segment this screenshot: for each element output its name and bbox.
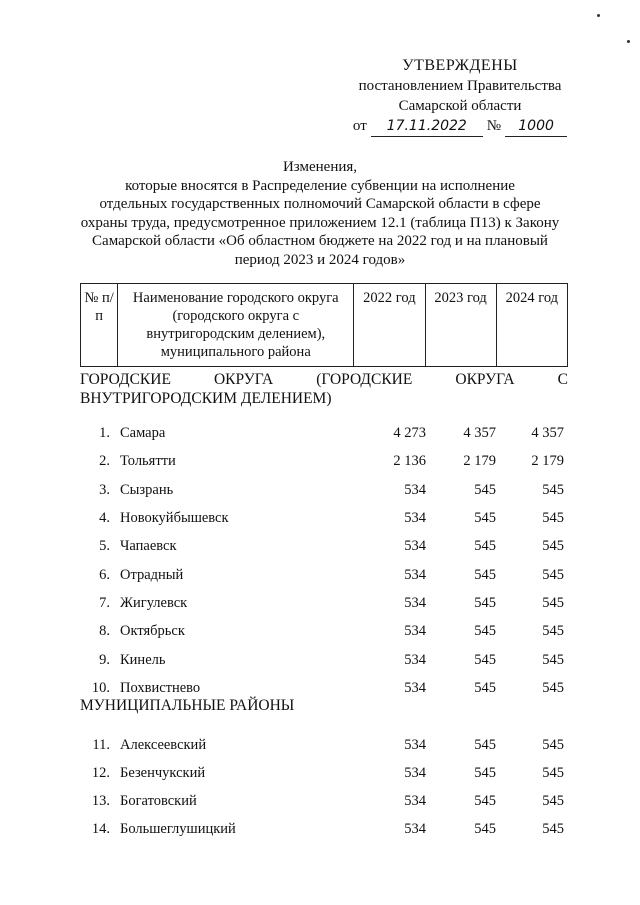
district-name: Сызрань: [120, 482, 174, 498]
value-2024: 545: [542, 538, 564, 554]
district-name: Новокуйбышевск: [120, 510, 229, 526]
header-2022: 2022 год: [354, 284, 425, 367]
value-2023: 4 357: [463, 425, 496, 441]
value-2023: 545: [474, 680, 496, 696]
value-2023: 2 179: [463, 453, 496, 469]
value-2022: 534: [404, 737, 426, 753]
value-2022: 534: [404, 538, 426, 554]
section-municipal-districts: МУНИЦИПАЛЬНЫЕ РАЙОНЫ: [80, 697, 295, 714]
district-name: Октябрьск: [120, 623, 185, 639]
value-2024: 545: [542, 765, 564, 781]
value-2022: 534: [404, 595, 426, 611]
value-2022: 534: [404, 765, 426, 781]
row-number: 5.: [99, 538, 110, 554]
value-2023: 545: [474, 652, 496, 668]
value-2023: 545: [474, 765, 496, 781]
value-2023: 545: [474, 510, 496, 526]
header-2024: 2024 год: [496, 284, 567, 367]
value-2023: 545: [474, 737, 496, 753]
handwritten-number: 1000: [505, 116, 567, 137]
header-num: № п/п: [81, 284, 118, 367]
row-number: 10.: [91, 680, 110, 696]
district-name: Тольятти: [120, 453, 176, 469]
value-2023: 545: [474, 623, 496, 639]
table-row: [80, 735, 568, 755]
scan-speck: [627, 40, 630, 43]
table-row: [80, 480, 568, 500]
value-2024: 545: [542, 680, 564, 696]
value-2023: 545: [474, 538, 496, 554]
heading-line-2: которые вносятся в Распределение субвенции на исполнение: [125, 177, 515, 194]
table-row: [80, 650, 568, 670]
heading-line-4: охраны труда, предусмотренное приложением 12.1 (таблица П13) к Закону: [80, 214, 560, 231]
header-name: Наименование городского округа (городского округа с внутригородским делением), муниципального района: [118, 284, 354, 367]
table-row: [80, 819, 568, 839]
approval-line-1: постановлением Правительства: [358, 78, 562, 94]
table-row: [80, 423, 568, 443]
date-prefix: от: [352, 118, 367, 134]
value-2022: 2 136: [393, 453, 426, 469]
row-number: 13.: [91, 793, 110, 809]
value-2024: 545: [542, 652, 564, 668]
value-2023: 545: [474, 821, 496, 837]
row-number: 2.: [99, 453, 110, 469]
value-2022: 534: [404, 567, 426, 583]
district-name: Чапаевск: [120, 538, 177, 554]
value-2024: 545: [542, 510, 564, 526]
value-2024: 545: [542, 623, 564, 639]
row-number: 7.: [99, 595, 110, 611]
row-number: 12.: [91, 765, 110, 781]
value-2024: 545: [542, 482, 564, 498]
value-2023: 545: [474, 595, 496, 611]
row-number: 14.: [91, 821, 110, 837]
table-row: [80, 451, 568, 471]
heading-line-6: период 2023 и 2024 годов»: [234, 251, 406, 268]
district-name: Алексеевский: [120, 737, 207, 753]
number-prefix: №: [486, 118, 502, 134]
scan-speck: [597, 14, 600, 17]
value-2022: 534: [404, 652, 426, 668]
row-number: 4.: [99, 510, 110, 526]
value-2022: 534: [404, 680, 426, 696]
heading-line-3: отдельных государственных полномочий Самарской области в сфере: [99, 196, 541, 212]
handwritten-date: 17.11.2022: [371, 116, 483, 137]
value-2022: 534: [404, 623, 426, 639]
value-2022: 4 273: [393, 425, 426, 441]
district-name: Похвистнево: [120, 680, 201, 696]
table-row: [80, 763, 568, 783]
heading-line-5: Самарской области «Об областном бюджете на 2022 год и на плановый: [92, 233, 548, 249]
value-2024: 545: [542, 737, 564, 753]
row-number: 1.: [99, 425, 110, 441]
table-row: [80, 508, 568, 528]
value-2024: 545: [542, 595, 564, 611]
approval-stamp: [340, 56, 580, 137]
section-urban-line-2: ВНУТРИГОРОДСКИМ ДЕЛЕНИЕМ): [80, 390, 332, 407]
row-number: 8.: [99, 623, 110, 639]
value-2024: 545: [542, 793, 564, 809]
value-2022: 534: [404, 482, 426, 498]
section-urban-districts: [80, 370, 568, 408]
table-header: [80, 283, 568, 367]
row-number: 6.: [99, 567, 110, 583]
section-urban-line-1: ГОРОДСКИЕ ОКРУГА (ГОРОДСКИЕ ОКРУГА С: [80, 371, 568, 388]
row-number: 11.: [92, 737, 110, 753]
value-2023: 545: [474, 567, 496, 583]
value-2022: 534: [404, 821, 426, 837]
value-2024: 2 179: [531, 453, 564, 469]
value-2024: 4 357: [531, 425, 564, 441]
header-2023: 2023 год: [425, 284, 496, 367]
table-row: [80, 678, 568, 698]
value-2022: 534: [404, 793, 426, 809]
value-2024: 545: [542, 567, 564, 583]
value-2022: 534: [404, 510, 426, 526]
document-heading: [80, 158, 560, 269]
heading-line-1: Изменения,: [282, 159, 358, 175]
value-2023: 545: [474, 482, 496, 498]
district-name: Самара: [120, 425, 166, 441]
district-name: Большеглушицкий: [120, 821, 236, 837]
table-row: [80, 621, 568, 641]
approval-line-2: Самарской области: [398, 98, 522, 114]
row-number: 3.: [99, 482, 110, 498]
district-name: Жигулевск: [120, 595, 188, 611]
table-row: [80, 791, 568, 811]
table-row: [80, 593, 568, 613]
value-2023: 545: [474, 793, 496, 809]
district-name: Кинель: [120, 652, 166, 668]
district-name: Безенчукский: [120, 765, 206, 781]
table-row: [80, 565, 568, 585]
district-name: Отрадный: [120, 567, 184, 583]
approval-date-row: [340, 116, 580, 137]
table-row: [80, 536, 568, 556]
row-number: 9.: [99, 652, 110, 668]
district-name: Богатовский: [120, 793, 197, 809]
value-2024: 545: [542, 821, 564, 837]
approval-title: УТВЕРЖДЕНЫ: [402, 57, 518, 74]
